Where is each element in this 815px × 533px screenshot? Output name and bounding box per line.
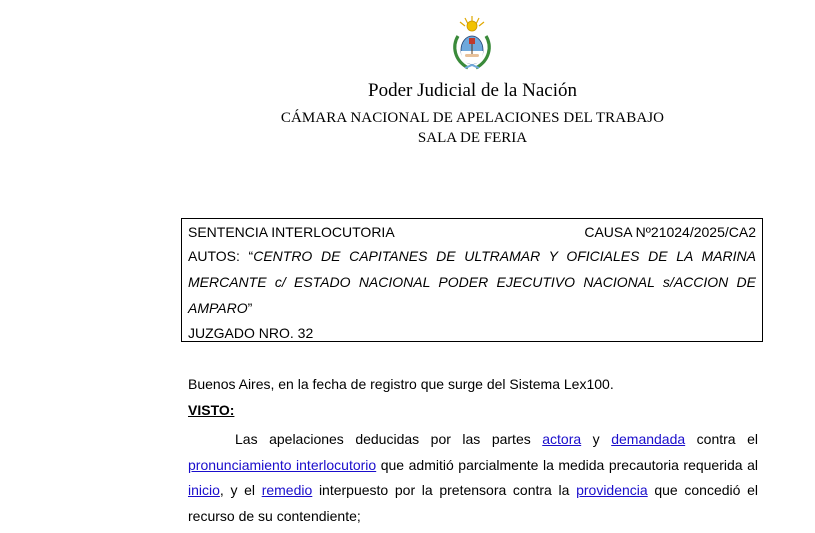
autos-label: AUTOS: “ <box>188 248 254 264</box>
paragraph-text: contra el <box>685 431 758 447</box>
autos-close-quote: ” <box>247 300 253 316</box>
link-demandada[interactable]: demandada <box>611 431 686 447</box>
case-number: CAUSA Nº21024/2025/CA2 <box>584 224 756 240</box>
paragraph-text: y <box>581 431 612 447</box>
paragraph-text: que concedió el recurso de su contendiente; <box>188 482 758 524</box>
court-number: JUZGADO NRO. 32 <box>188 325 314 341</box>
sala-name: SALA DE FERIA <box>417 130 528 146</box>
institution-name: Poder Judicial de la Nación <box>368 80 577 101</box>
paragraph-text: que admitió parcialmente la medida precautoria requerida al <box>376 456 758 473</box>
link-providencia[interactable]: providencia <box>576 482 648 498</box>
paragraph-text: , y el <box>219 482 262 498</box>
link-inicio[interactable]: inicio <box>188 482 220 498</box>
link-remedio[interactable]: remedio <box>261 482 313 498</box>
sentence-type: SENTENCIA INTERLOCUTORIA <box>188 224 395 240</box>
case-title: CENTRO DE CAPITANES DE ULTRAMAR Y OFICIALES DE LA MARINA MERCANTE c/ ESTADO NACIONAL PODER EJECUTIVO NACIONAL s/ACCION DE AMPARO <box>188 248 756 316</box>
visto-paragraph <box>188 427 758 529</box>
case-header-row <box>188 221 756 243</box>
link-actora[interactable]: actora <box>542 431 582 447</box>
visto-heading: VISTO: <box>188 402 235 418</box>
chamber-name: CÁMARA NACIONAL DE APELACIONES DEL TRABAJO <box>280 110 665 126</box>
link-pronunciamiento-interlocutorio[interactable]: pronunciamiento interlocutorio <box>188 456 377 473</box>
case-info-box <box>181 218 763 342</box>
paragraph-text: interpuesto por la pretensora contra la <box>312 482 577 498</box>
coat-of-arms-icon <box>450 14 494 72</box>
paragraph-text: Las apelaciones deducidas por las partes <box>235 431 543 447</box>
case-caption <box>188 243 756 321</box>
date-line: Buenos Aires, en la fecha de registro que surge del Sistema Lex100. <box>188 376 614 392</box>
